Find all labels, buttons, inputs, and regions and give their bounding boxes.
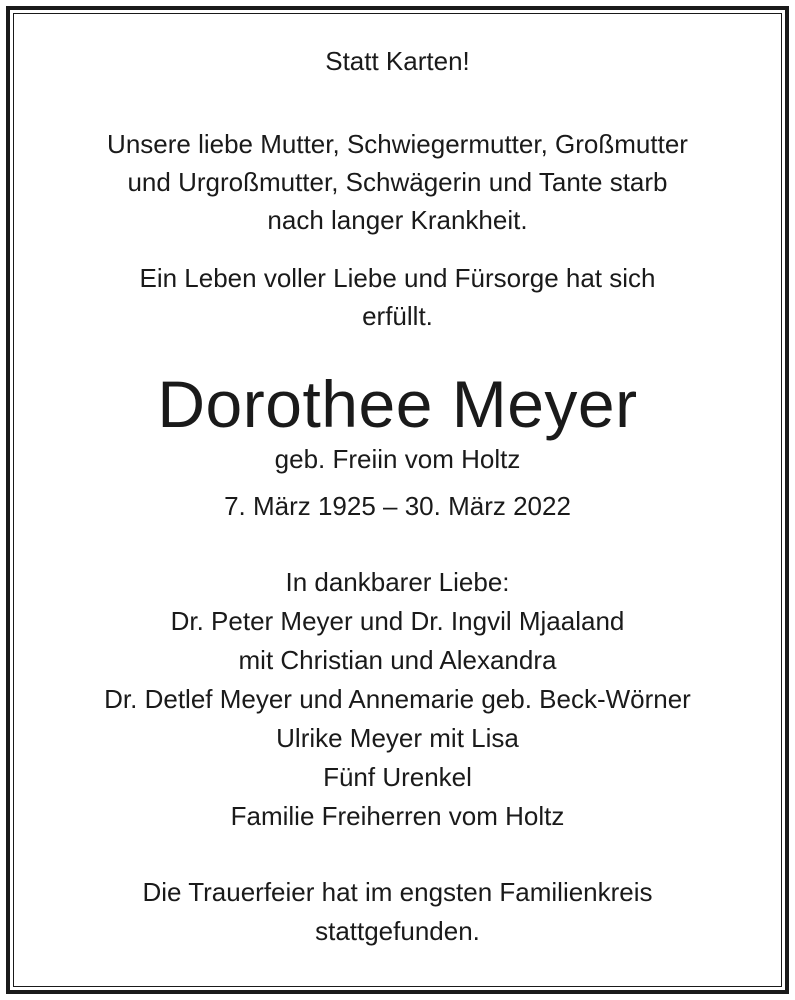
quote-line-1: Ein Leben voller Liebe und Fürsorge hat sich — [139, 263, 656, 293]
mourner-line: Familie Freiherren vom Holtz — [230, 801, 565, 831]
quote-line-2: erfüllt. — [362, 301, 433, 331]
mourner-line: mit Christian und Alexandra — [238, 645, 557, 675]
closing-line-1: Die Trauerfeier hat im engsten Familienkreis — [142, 877, 653, 907]
closing-line-2: stattgefunden. — [315, 916, 480, 946]
birth-name: geb. Freiin vom Holtz — [274, 444, 521, 474]
intro-line-2: und Urgroßmutter, Schwägerin und Tante starb — [127, 167, 668, 197]
mourners-heading: In dankbarer Liebe: — [285, 567, 510, 597]
mourner-line: Dr. Peter Meyer und Dr. Ingvil Mjaaland — [170, 606, 625, 636]
life-dates: 7. März 1925 – 30. März 2022 — [224, 491, 571, 521]
deceased-name: Dorothee Meyer — [157, 367, 638, 441]
header-text: Statt Karten! — [325, 46, 470, 76]
mourner-line: Dr. Detlef Meyer und Annemarie geb. Beck-Wörner — [104, 684, 691, 714]
mourner-line: Fünf Urenkel — [323, 762, 472, 792]
mourner-line: Ulrike Meyer mit Lisa — [276, 723, 519, 753]
intro-line-3: nach langer Krankheit. — [267, 205, 528, 235]
obituary-notice — [20, 0, 775, 1000]
intro-line-1: Unsere liebe Mutter, Schwiegermutter, Großmutter — [107, 129, 688, 159]
